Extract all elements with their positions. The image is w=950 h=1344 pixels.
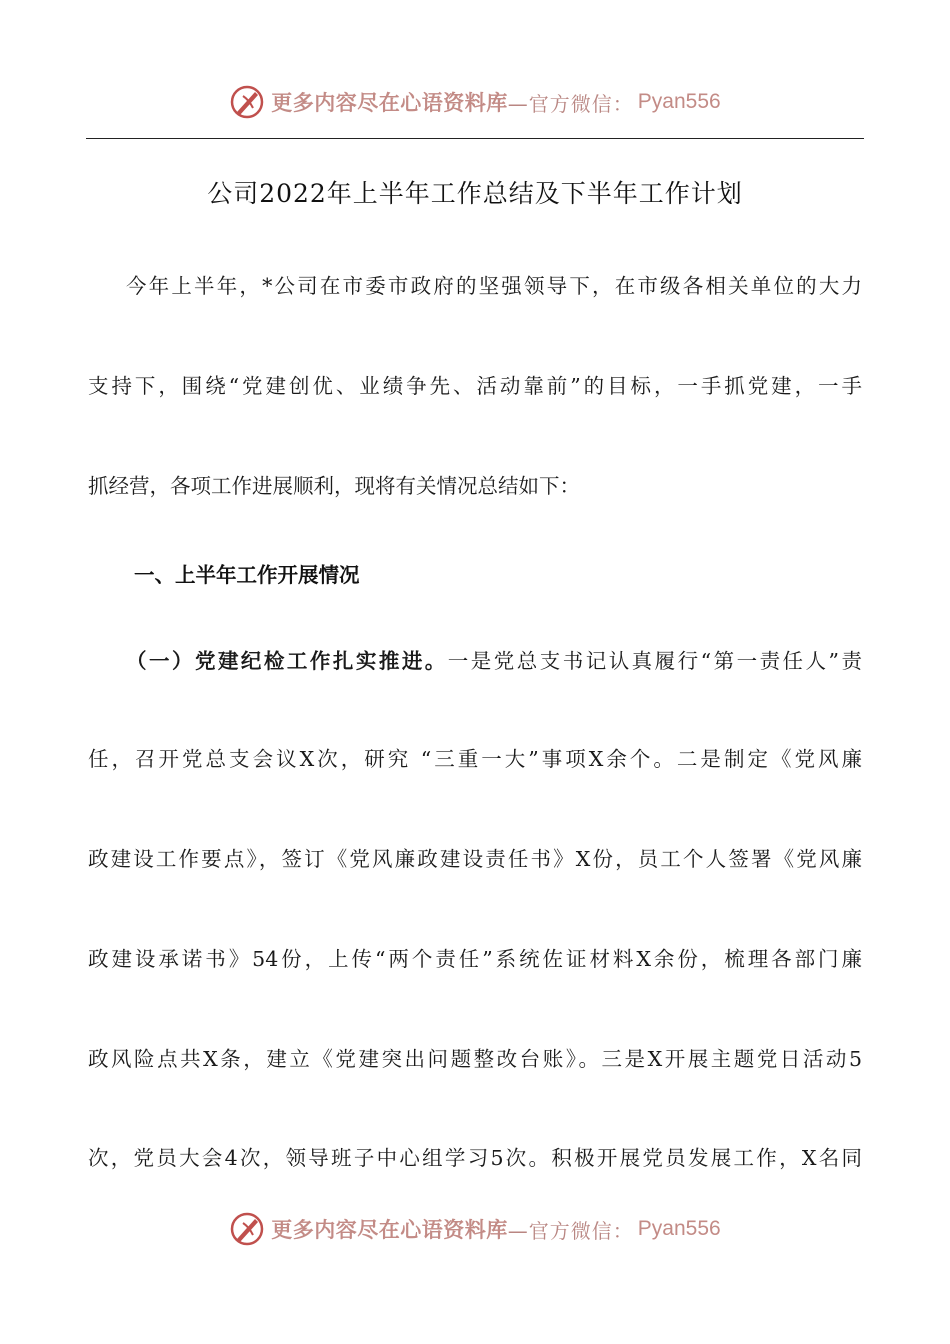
watermark-id-text: Pyan556 — [637, 1217, 721, 1240]
watermark-main-text: 更多内容尽在心语资料库 — [271, 1217, 508, 1242]
section-heading: 一、上半年工作开展情况 — [134, 563, 360, 587]
sub1-line-3: 政建设工作要点》，签订《党风廉政建设责任书》X份，员工个人签署《党风廉 — [88, 847, 862, 871]
intro-line-3: 抓经营，各项工作进展顺利，现将有关情况总结如下： — [88, 474, 580, 498]
watermark-id-text: Pyan556 — [637, 90, 721, 113]
sub1-first-line-rest: 一是党总支书记认真履行“第一责任人”责 — [447, 649, 862, 673]
sub1-first-line — [126, 646, 862, 676]
intro-line-2: 支持下，围绕“党建创优、业绩争先、活动靠前”的目标，一手抓党建，一手 — [88, 374, 862, 398]
sub1-line-5: 政风险点共X条，建立《党建突出问题整改台账》。三是X开展主题党日活动5 — [88, 1047, 862, 1071]
pen-logo-icon — [229, 84, 265, 120]
footer-watermark — [0, 1209, 950, 1249]
watermark-sub-text: —官方微信： — [507, 1218, 634, 1243]
watermark-main-text: 更多内容尽在心语资料库 — [271, 90, 508, 115]
sub1-line-2: 任，召开党总支会议X次，研究 “三重一大”事项X余个。二是制定《党风廉 — [88, 747, 862, 771]
document-title: 公司2022年上半年工作总结及下半年工作计划 — [207, 179, 743, 208]
header-rule — [86, 138, 864, 139]
watermark-sub-text: —官方微信： — [507, 91, 634, 116]
sub1-line-6: 次，党员大会4次，领导班子中心组学习5次。积极开展党员发展工作，X名同 — [88, 1146, 862, 1170]
sub1-line-4: 政建设承诺书》54份，上传“两个责任”系统佐证材料X余份，梳理各部门廉 — [88, 947, 862, 971]
intro-line-1: 今年上半年，*公司在市委市政府的坚强领导下，在市级各相关单位的大力 — [126, 274, 862, 298]
sub1-bold-lead: （一）党建纪检工作扎实推进。 — [126, 649, 448, 673]
pen-logo-icon — [229, 1211, 265, 1247]
header-watermark — [0, 82, 950, 122]
